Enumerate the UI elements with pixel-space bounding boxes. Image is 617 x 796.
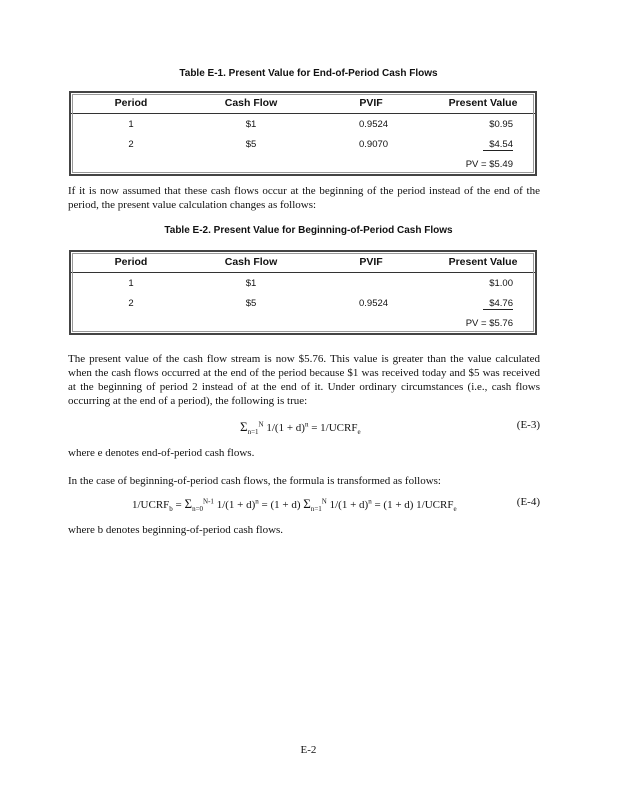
equation-e4-expression: $1/UCRF_b = \Sigma_{n=0}^{N-1}$ $1/(1 + d)^n = (1 + d)$ $\Sigma_{n=1}^N$ $1/(1 + d)^n = (1 + d)$ $1/UCRF_e$ (132, 496, 457, 514)
total-present-value: PV = $5.49 (465, 158, 513, 170)
page-number: E-2 (300, 744, 317, 756)
cell-period: 2 (128, 138, 134, 150)
cell-present-value (431, 139, 535, 150)
equation-e4-number: (E-4) (516, 496, 540, 508)
cell-pvif: 0.9524 (359, 118, 389, 130)
header-pvif: PVIF (359, 97, 383, 109)
table-row (71, 273, 535, 293)
header-present-value: Present Value (448, 97, 518, 109)
equation-e4 (68, 496, 540, 512)
table2-header-row (71, 252, 535, 273)
equation-e3-expression: $\Sigma_{n=1}^N$ $1/(1 + d)^n$ = $1/UCRF_e$ (240, 419, 361, 437)
table1 (69, 91, 537, 176)
table2-caption: Table E-2. Present Value for Beginning-of-Period Cash Flows (164, 225, 453, 236)
equation-e3-number: (E-3) (516, 419, 540, 431)
underlined-value: $4.76 (483, 298, 513, 310)
cell-pvif: 0.9524 (359, 297, 389, 309)
paragraph-intro: If it is now assumed that these cash flows occur at the beginning of the period instead of the end of the period, the present value calculation changes as follows: (68, 185, 540, 211)
table-total-row (71, 313, 535, 333)
paragraph-b-definition: where b denotes beginning-of-period cash flows. (68, 524, 284, 536)
cell-period: 2 (128, 297, 134, 309)
cell-present-value (431, 298, 535, 309)
cell-period: 1 (128, 118, 134, 130)
header-present-value: Present Value (448, 256, 518, 268)
paragraph-transform: In the case of beginning-of-period cash flows, the formula is transformed as follows: (68, 475, 441, 487)
table2 (69, 250, 537, 335)
header-pvif: PVIF (359, 256, 383, 268)
cell-present-value: $1.00 (489, 277, 513, 289)
header-cash-flow: Cash Flow (224, 256, 278, 268)
table-row (71, 114, 535, 134)
underlined-value: $4.54 (483, 139, 513, 151)
header-period: Period (114, 97, 148, 109)
cell-present-value: $0.95 (489, 118, 513, 130)
paragraph-explanation: The present value of the cash flow stream is now $5.76. This value is greater than the value calculated when the cash flows occurred at the end of the period because $1 was received today and $5 was received at the beginning of period 2 instead of at the end of it. Under ordinary circumstances (i.e., cash flows occurring at the end of a period), the following is true: (68, 353, 540, 407)
cell-cash-flow: $5 (245, 138, 257, 150)
cell-cash-flow: $1 (245, 277, 257, 289)
cell-cash-flow: $1 (245, 118, 257, 130)
table1-caption: Table E-1. Present Value for End-of-Period Cash Flows (179, 68, 438, 79)
equation-e3 (68, 419, 540, 435)
cell-cash-flow: $5 (245, 297, 257, 309)
table-row (71, 134, 535, 154)
table-row (71, 293, 535, 313)
cell-period: 1 (128, 277, 134, 289)
header-period: Period (114, 256, 148, 268)
header-cash-flow: Cash Flow (224, 97, 278, 109)
total-present-value: PV = $5.76 (465, 317, 513, 329)
paragraph-e-definition: where e denotes end-of-period cash flows. (68, 447, 255, 459)
cell-pvif: 0.9070 (359, 138, 389, 150)
table1-header-row (71, 93, 535, 114)
table-total-row (71, 154, 535, 174)
